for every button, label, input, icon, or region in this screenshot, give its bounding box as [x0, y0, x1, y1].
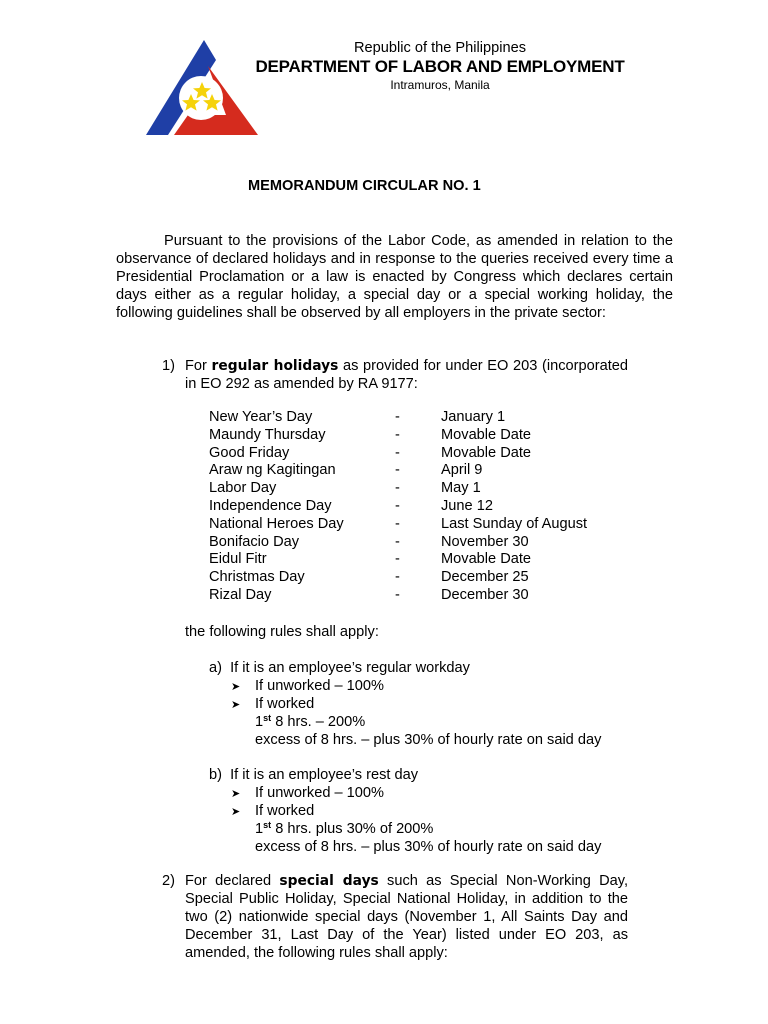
holiday-name: Maundy Thursday — [209, 426, 326, 443]
ordinal-number: 1 — [255, 714, 264, 730]
item-text-before: For declared — [185, 873, 272, 889]
rule-worked: If worked — [255, 696, 315, 712]
rule-rate: 8 hrs. plus 30% of 200% — [271, 821, 434, 837]
rule-bullet — [209, 784, 601, 802]
holiday-row — [209, 534, 641, 552]
item-text-after: such as Special Non-Working Day, Special Public Holiday, Special National Holiday, in addition to the two (2) nationwide special days (November 1, All Saints Day and December 31, Last Day of the Year) listed under EO 203, as amended, the following rules shall apply: — [185, 873, 628, 961]
rule-text: If it is an employee’s rest day — [230, 767, 419, 783]
holiday-row — [209, 480, 641, 498]
item-text-after: as provided for under EO 203 (incorporated in EO 292 as amended by RA 9177: — [185, 358, 628, 392]
rule-label: b) — [209, 767, 222, 783]
item-number: 2) — [162, 873, 175, 889]
rule-rest-day — [209, 766, 601, 856]
holiday-name: Independence Day — [209, 497, 332, 514]
holiday-row — [209, 551, 641, 569]
ordinal-suffix: st — [263, 713, 272, 723]
holiday-list — [209, 409, 641, 605]
item-special-days — [162, 872, 628, 962]
holiday-date: Last Sunday of August — [441, 515, 588, 532]
holiday-date: Movable Date — [441, 426, 532, 443]
department-location: Intramuros, Manila — [390, 78, 490, 92]
rule-first-8-hours — [209, 820, 601, 838]
arrow-bullet-icon: ➤ — [231, 788, 241, 800]
rule-text: If it is an employee’s regular workday — [230, 660, 470, 676]
holiday-row — [209, 427, 641, 445]
rule-rate: 8 hrs. – 200% — [271, 714, 366, 730]
holiday-name: Bonifacio Day — [209, 533, 300, 550]
holiday-date: December 30 — [441, 586, 529, 603]
rule-regular-workday — [209, 659, 601, 749]
item-bold-term: special days — [279, 873, 379, 889]
rule-bullet — [209, 677, 601, 695]
holiday-dash: - — [395, 551, 400, 568]
holiday-dash: - — [395, 586, 400, 603]
holiday-name: Eidul Fitr — [209, 551, 267, 568]
rules-intro: the following rules shall apply: — [185, 624, 379, 640]
item-number: 1) — [162, 358, 175, 374]
holiday-dash: - — [395, 426, 400, 443]
ordinal-suffix: st — [263, 820, 272, 830]
holiday-date: December 25 — [441, 569, 529, 586]
rule-unworked: If unworked – 100% — [255, 678, 384, 694]
department-name: DEPARTMENT OF LABOR AND EMPLOYMENT — [255, 57, 625, 76]
arrow-bullet-icon: ➤ — [231, 681, 241, 693]
holiday-dash: - — [395, 462, 400, 479]
rule-heading — [209, 766, 601, 784]
holiday-name: Labor Day — [209, 480, 277, 497]
holiday-name: Rizal Day — [209, 586, 272, 603]
intro-paragraph: Pursuant to the provisions of the Labor Code, as amended in relation to the observance of declared holidays and in response to the queries received every time a Presidential Proclamation or a law is enacted by Congress which declares certain days either as a regular holiday, a special day or a special working holiday, the following guidelines shall be observed by all employers in the private sector: — [116, 233, 673, 321]
holiday-date: Movable Date — [441, 551, 532, 568]
holiday-name: New Year’s Day — [209, 409, 313, 425]
holiday-row — [209, 409, 641, 427]
holiday-row — [209, 462, 641, 480]
rule-bullet — [209, 802, 601, 820]
item-bold-term: regular holidays — [211, 358, 339, 374]
holiday-dash: - — [395, 569, 400, 586]
holiday-date: May 1 — [441, 480, 481, 497]
holiday-row — [209, 516, 641, 534]
holiday-row — [209, 445, 641, 463]
rule-first-8-hours — [209, 713, 601, 731]
holiday-name: Good Friday — [209, 444, 290, 461]
holiday-dash: - — [395, 515, 400, 532]
holiday-date: November 30 — [441, 533, 529, 550]
logo-white-circle — [179, 76, 223, 120]
holiday-row — [209, 569, 641, 587]
holiday-date: June 12 — [441, 497, 493, 514]
holiday-row — [209, 498, 641, 516]
holiday-name: Christmas Day — [209, 569, 305, 586]
ordinal-number: 1 — [255, 821, 264, 837]
item-text-before: For — [185, 358, 207, 374]
rule-label: a) — [209, 660, 222, 676]
holiday-date: January 1 — [441, 409, 506, 425]
rule-bullet — [209, 695, 601, 713]
rule-heading — [209, 659, 601, 677]
item-text — [185, 357, 628, 393]
holiday-row — [209, 587, 641, 605]
holiday-name: Araw ng Kagitingan — [209, 462, 336, 479]
holiday-dash: - — [395, 533, 400, 550]
holiday-dash: - — [395, 444, 400, 461]
arrow-bullet-icon: ➤ — [231, 806, 241, 818]
holiday-dash: - — [395, 480, 400, 497]
rule-unworked: If unworked – 100% — [255, 785, 384, 801]
rule-worked: If worked — [255, 803, 315, 819]
memo-title: MEMORANDUM CIRCULAR NO. 1 — [248, 178, 481, 194]
item-regular-holidays — [162, 357, 628, 393]
holiday-name: National Heroes Day — [209, 515, 344, 532]
republic-line: Republic of the Philippines — [354, 40, 526, 56]
holiday-date: Movable Date — [441, 444, 532, 461]
rule-excess: excess of 8 hrs. – plus 30% of hourly rate on said day — [255, 839, 602, 855]
rule-excess: excess of 8 hrs. – plus 30% of hourly rate on said day — [255, 732, 602, 748]
arrow-bullet-icon: ➤ — [231, 699, 241, 711]
holiday-dash: - — [395, 409, 400, 425]
item-text — [185, 872, 628, 962]
holiday-date: April 9 — [441, 462, 483, 479]
holiday-dash: - — [395, 497, 400, 514]
